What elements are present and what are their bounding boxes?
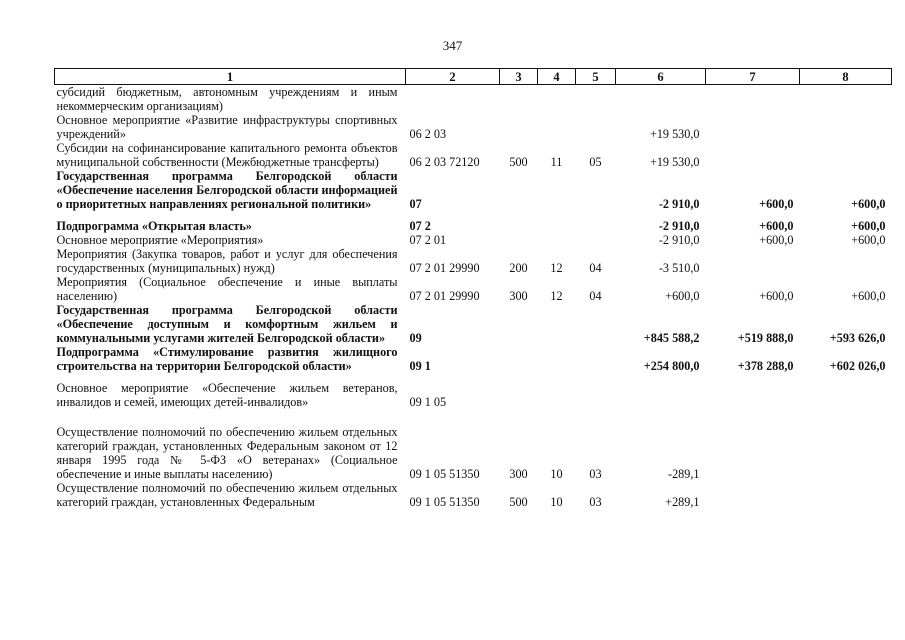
row-spacer <box>55 409 892 425</box>
column-header-7: 7 <box>706 69 800 85</box>
row-description: Мероприятия (Закупка товаров, работ и услуг для обеспечения государственных (муниципальных) нужд) <box>56 247 398 275</box>
row-subsection <box>576 219 616 233</box>
row-value-7 <box>706 425 800 481</box>
row-code: 07 <box>409 197 422 211</box>
row-subsection <box>576 303 616 345</box>
row-code: 06 2 03 <box>409 127 447 141</box>
row-value-8 <box>800 141 892 169</box>
row-value-8 <box>800 381 892 409</box>
table-row <box>55 275 892 303</box>
row-value-6: -2 910,0 <box>658 233 700 247</box>
row-value-6: +19 530,0 <box>649 127 700 141</box>
row-value-6: +254 800,0 <box>643 359 700 373</box>
spacer-cell <box>55 373 892 381</box>
row-subsection: 04 <box>589 261 602 275</box>
row-value-7 <box>706 481 800 509</box>
row-value-6: +19 530,0 <box>649 155 700 169</box>
row-value-7 <box>706 381 800 409</box>
row-section <box>538 303 576 345</box>
row-description: Основное мероприятие «Мероприятия» <box>56 233 264 247</box>
row-section <box>538 85 576 114</box>
table-row <box>55 169 892 211</box>
row-subsection <box>576 345 616 373</box>
row-code: 09 1 05 <box>409 395 447 409</box>
row-value-7: +519 888,0 <box>737 331 794 345</box>
row-subsection: 05 <box>589 155 602 169</box>
row-expense-type <box>500 233 538 247</box>
row-value-6: +289,1 <box>665 495 700 509</box>
row-code: 09 <box>409 331 422 345</box>
column-header-5: 5 <box>576 69 616 85</box>
budget-table <box>54 68 892 509</box>
table-row <box>55 425 892 481</box>
table-header <box>55 69 892 85</box>
row-value-7: +600,0 <box>759 197 794 211</box>
row-expense-type <box>500 169 538 211</box>
row-section <box>538 113 576 141</box>
row-subsection: 04 <box>589 289 602 303</box>
table-row <box>55 345 892 373</box>
column-header-6: 6 <box>616 69 706 85</box>
table-row <box>55 141 892 169</box>
row-code: 07 2 01 <box>409 233 447 247</box>
row-value-6: +600,0 <box>665 289 700 303</box>
row-expense-type <box>500 85 538 114</box>
spacer-cell <box>55 211 892 219</box>
row-code <box>406 85 500 114</box>
row-expense-type: 500 <box>509 495 528 509</box>
row-value-8: +593 626,0 <box>829 331 886 345</box>
row-section <box>538 345 576 373</box>
table-row <box>55 303 892 345</box>
row-value-6: -289,1 <box>668 467 700 481</box>
table-row <box>55 233 892 247</box>
row-code: 07 2 01 29990 <box>409 261 480 275</box>
page-number: 347 <box>442 38 463 53</box>
table-row <box>55 85 892 114</box>
row-value-7 <box>706 141 800 169</box>
row-expense-type <box>500 219 538 233</box>
row-description: Субсидии на софинансирование капитального ремонта объектов муниципальной собственности (Межбюджетные трансферты) <box>56 141 398 169</box>
row-subsection <box>576 233 616 247</box>
row-value-8: +600,0 <box>851 233 886 247</box>
row-spacer <box>55 211 892 219</box>
row-description: Государственная программа Белгородской области «Обеспечение населения Белгородской области информацией о приоритетных направлениях региональной политики» <box>56 169 398 211</box>
column-header-1: 1 <box>55 69 406 85</box>
table-row <box>55 219 892 233</box>
row-value-6: -3 510,0 <box>658 261 700 275</box>
row-description: Подпрограмма «Стимулирование развития жилищного строительства на территории Белгородской области» <box>56 345 398 373</box>
row-value-8 <box>800 425 892 481</box>
table-row <box>55 481 892 509</box>
row-subsection <box>576 113 616 141</box>
row-section: 10 <box>550 495 563 509</box>
row-expense-type <box>500 345 538 373</box>
row-description: Основное мероприятие «Обеспечение жильем ветеранов, инвалидов и семей, имеющих детей-инвалидов» <box>56 381 398 409</box>
row-section: 11 <box>550 155 563 169</box>
row-description: Осуществление полномочий по обеспечению жильем отдельных категорий граждан, установленных Федеральным законом от 12 января 1995 года № 5-ФЗ «О ветеранах» (Социальное обеспечение и иные выплаты населению) <box>56 425 398 481</box>
row-section <box>538 381 576 409</box>
row-expense-type: 300 <box>509 289 528 303</box>
row-value-8 <box>800 85 892 114</box>
row-code: 09 1 05 51350 <box>409 495 480 509</box>
column-header-4: 4 <box>538 69 576 85</box>
row-spacer <box>55 373 892 381</box>
row-description: Осуществление полномочий по обеспечению жильем отдельных категорий граждан, установленных Федеральным <box>56 481 398 509</box>
row-description: Основное мероприятие «Развитие инфраструктуры спортивных учреждений» <box>56 113 398 141</box>
row-value-8: +600,0 <box>851 197 886 211</box>
table-row <box>55 113 892 141</box>
row-subsection: 03 <box>589 467 602 481</box>
row-value-8: +600,0 <box>851 219 886 233</box>
row-code: 06 2 03 72120 <box>409 155 480 169</box>
table-row <box>55 247 892 275</box>
row-value-7: +378 288,0 <box>737 359 794 373</box>
row-value-8 <box>800 113 892 141</box>
row-code: 07 2 01 29990 <box>409 289 480 303</box>
row-value-7: +600,0 <box>759 219 794 233</box>
row-expense-type <box>500 381 538 409</box>
row-value-7 <box>706 113 800 141</box>
row-expense-type: 200 <box>509 261 528 275</box>
row-expense-type <box>500 113 538 141</box>
row-section: 12 <box>550 289 563 303</box>
row-value-6: +845 588,2 <box>643 331 700 345</box>
row-description: Подпрограмма «Открытая власть» <box>56 219 252 233</box>
row-subsection: 03 <box>589 495 602 509</box>
row-expense-type: 300 <box>509 467 528 481</box>
column-header-2: 2 <box>406 69 500 85</box>
row-description: субсидий бюджетным, автономным учреждениям и иным некоммерческим организациям) <box>56 85 398 113</box>
row-section <box>538 169 576 211</box>
row-subsection <box>576 381 616 409</box>
row-value-6 <box>616 381 706 409</box>
row-expense-type: 500 <box>509 155 528 169</box>
row-code: 09 1 05 51350 <box>409 467 480 481</box>
row-subsection <box>576 169 616 211</box>
row-section: 12 <box>550 261 563 275</box>
row-value-7 <box>706 247 800 275</box>
row-subsection <box>576 85 616 114</box>
row-value-6: -2 910,0 <box>658 219 700 233</box>
row-value-8: +600,0 <box>851 289 886 303</box>
column-header-3: 3 <box>500 69 538 85</box>
row-code: 07 2 <box>409 219 431 233</box>
row-code: 09 1 <box>409 359 431 373</box>
table-body <box>55 85 892 510</box>
row-value-6 <box>616 85 706 114</box>
table-row <box>55 381 892 409</box>
row-value-8: +602 026,0 <box>829 359 886 373</box>
row-value-8 <box>800 481 892 509</box>
row-section <box>538 233 576 247</box>
row-value-8 <box>800 247 892 275</box>
row-value-7 <box>706 85 800 114</box>
row-description: Государственная программа Белгородской области «Обеспечение доступным и комфортным жильем и коммунальными услугами жителей Белгородской области» <box>56 303 398 345</box>
row-description: Мероприятия (Социальное обеспечение и иные выплаты населению) <box>56 275 398 303</box>
row-value-7: +600,0 <box>759 233 794 247</box>
column-header-8: 8 <box>800 69 892 85</box>
row-value-6: -2 910,0 <box>658 197 700 211</box>
row-section: 10 <box>550 467 563 481</box>
spacer-cell <box>55 409 892 425</box>
row-value-7: +600,0 <box>759 289 794 303</box>
row-section <box>538 219 576 233</box>
row-expense-type <box>500 303 538 345</box>
